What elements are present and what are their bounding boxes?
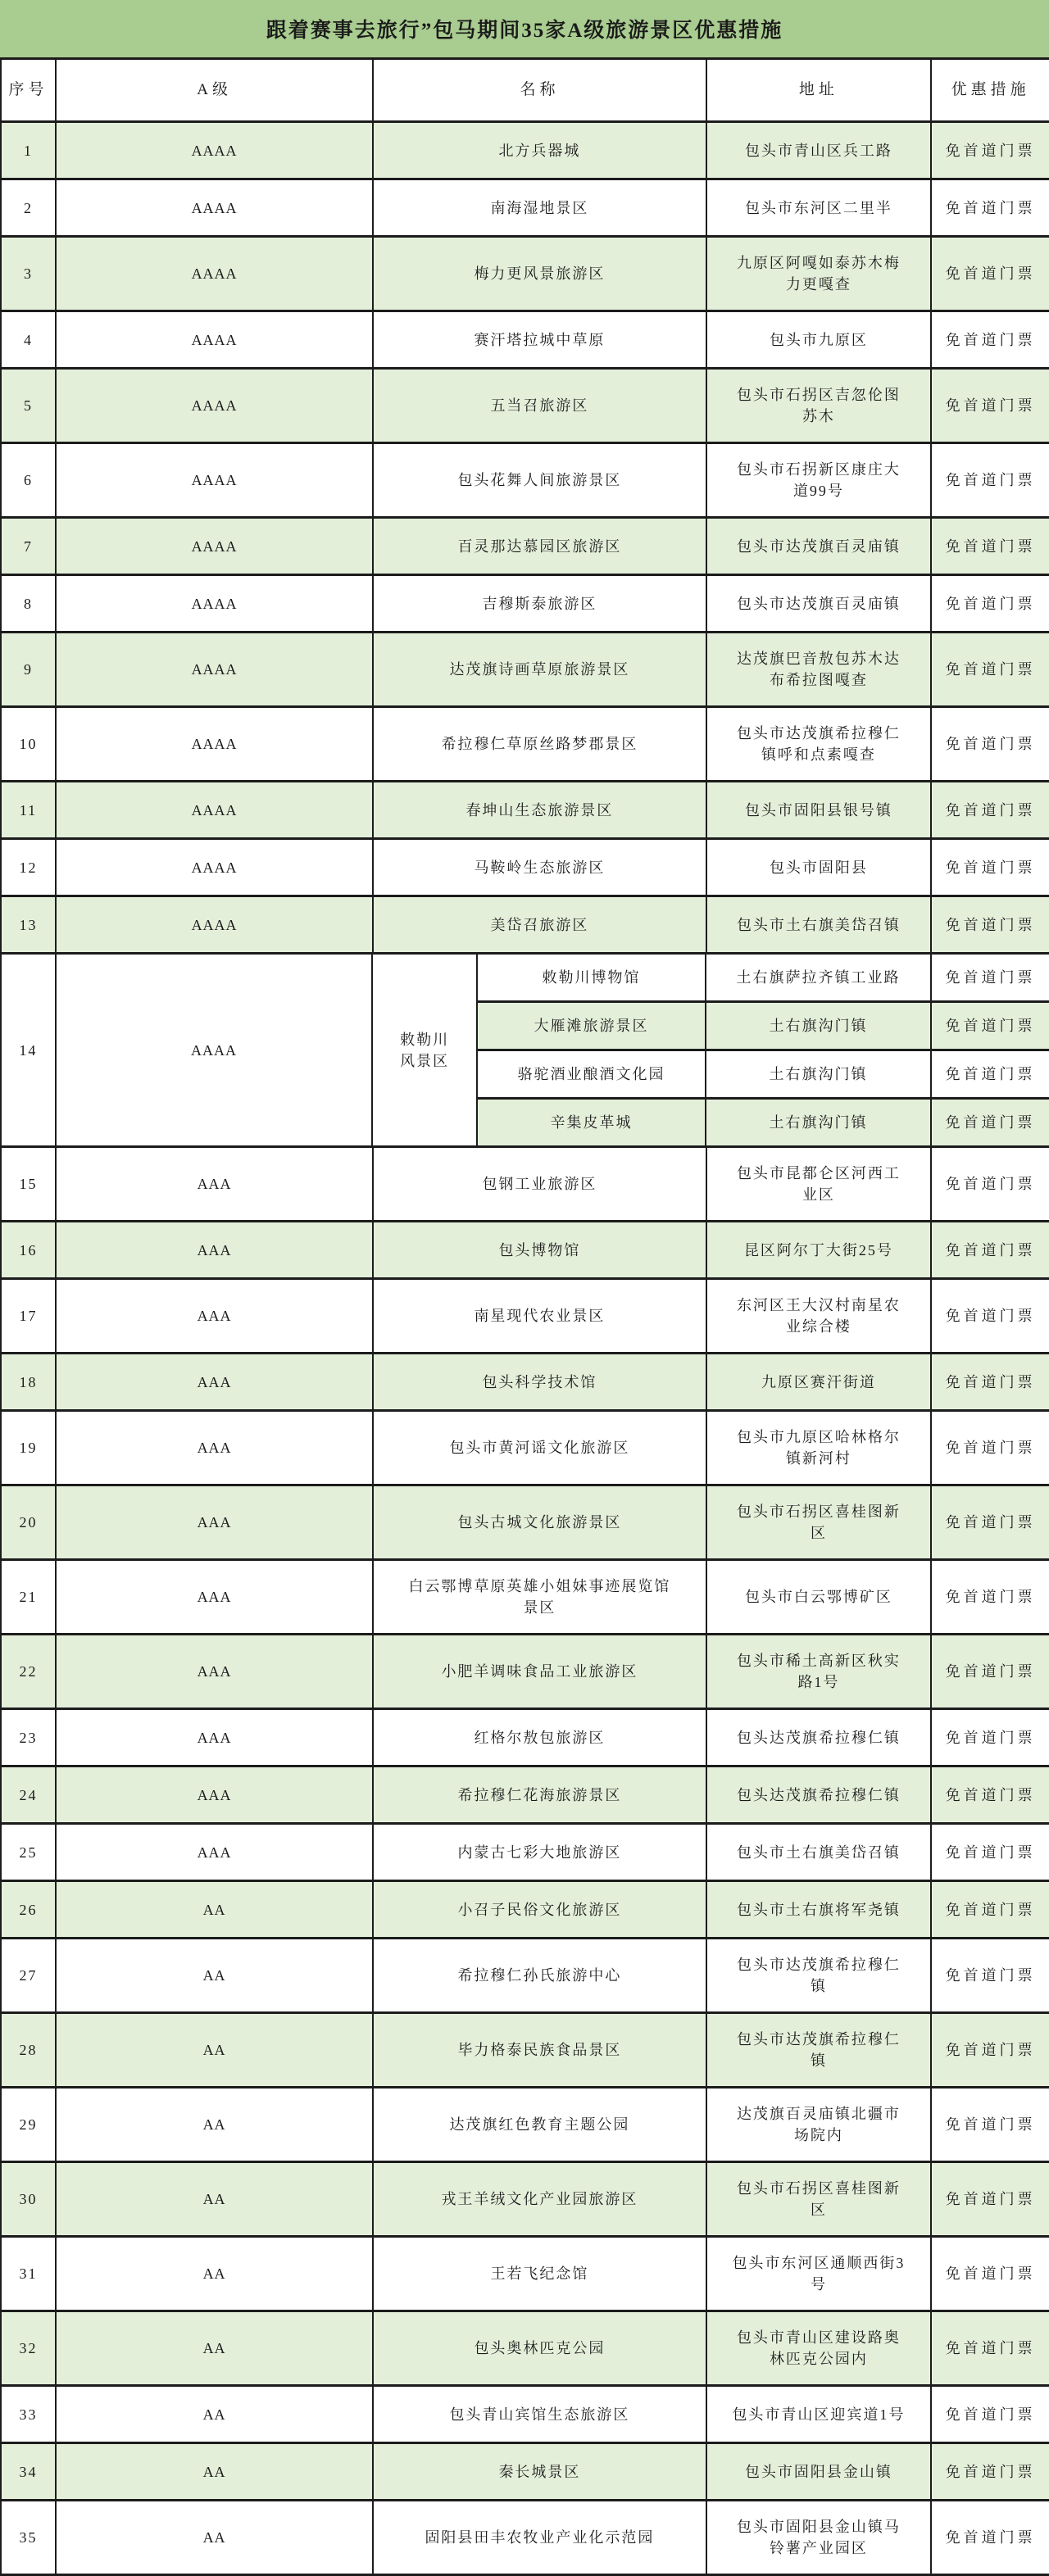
table-row-5 <box>0 370 1049 444</box>
cell-discount: 免首道门票 <box>945 916 1036 933</box>
cell-level: AAAA <box>57 708 374 780</box>
cell-address: 包头市白云鄂博矿区 <box>707 1561 933 1633</box>
cell-address: 包头市达茂旗希拉穆仁镇呼和点素嘎查 <box>707 708 933 780</box>
cell-discount: 免首道门票 <box>945 397 1036 414</box>
cell-discount: 免首道门票 <box>945 969 1036 986</box>
cell-discount: 免首道门票 <box>945 1440 1036 1456</box>
cell-name: 百灵那达慕园区旅游区 <box>374 519 706 574</box>
cell-address: 包头市青山区迎宾道1号 <box>707 2387 933 2442</box>
cell-no: 8 <box>2 576 57 631</box>
cell-no: 35 <box>2 2501 57 2574</box>
cell-level: AAAA <box>57 782 374 837</box>
cell-no: 4 <box>2 312 57 367</box>
cell-address: 土右旗沟门镇 <box>706 1051 932 1097</box>
cell-name: 毕力格泰民族食品景区 <box>374 2014 706 2086</box>
table-row-6 <box>0 444 1049 519</box>
cell-name: 梅力更风景旅游区 <box>374 238 706 310</box>
cell-name: 包头博物馆 <box>374 1222 706 1277</box>
cell-address: 包头市土右旗美岱召镇 <box>707 897 933 952</box>
cell-level: AAA <box>57 1354 374 1409</box>
cell-discount: 免首道门票 <box>945 265 1036 282</box>
cell-discount: 免首道门票 <box>945 1786 1036 1803</box>
cell-discount: 免首道门票 <box>945 859 1036 876</box>
table-row-23 <box>0 1710 1049 1767</box>
cell-no: 7 <box>2 519 57 574</box>
cell-level: AAA <box>57 1280 374 1352</box>
cell-address: 包头达茂旗希拉穆仁镇 <box>707 1710 933 1765</box>
cell-name: 内蒙古七彩大地旅游区 <box>374 1825 706 1880</box>
cell-no: 25 <box>2 1825 57 1880</box>
cell-level: AAA <box>57 1710 374 1765</box>
cell-discount: 免首道门票 <box>945 2529 1036 2546</box>
cell-address: 昆区阿尔丁大街25号 <box>707 1222 933 1277</box>
cell-address: 包头达茂旗希拉穆仁镇 <box>707 1767 933 1822</box>
sub-rows <box>478 955 1049 1145</box>
table-row-25 <box>0 1825 1049 1882</box>
cell-level: AAA <box>57 1635 374 1708</box>
cell-discount: 免首道门票 <box>945 1018 1036 1034</box>
cell-name: 马鞍岭生态旅游区 <box>374 840 706 895</box>
cell-level: AAAA <box>57 576 374 631</box>
cell-level: AA <box>57 2163 374 2235</box>
table-row-32 <box>0 2312 1049 2387</box>
cell-no: 24 <box>2 1767 57 1822</box>
cell-name: 骆驼酒业酿酒文化园 <box>478 1051 706 1097</box>
cell-no: 23 <box>2 1710 57 1765</box>
cell-level: AAA <box>57 1486 374 1558</box>
cell-name: 包钢工业旅游区 <box>374 1148 706 1220</box>
cell-name: 北方兵器城 <box>374 123 706 178</box>
cell-no: 18 <box>2 1354 57 1409</box>
cell-name: 赛汗塔拉城中草原 <box>374 312 706 367</box>
page-title: 跟着赛事去旅行”包马期间35家A级旅游景区优惠措施 <box>0 0 1049 57</box>
table-sub-row <box>478 1051 1049 1100</box>
cell-level: AAA <box>57 1412 374 1484</box>
cell-level: AA <box>57 2014 374 2086</box>
cell-name: 包头花舞人间旅游景区 <box>374 444 706 516</box>
cell-no: 19 <box>2 1412 57 1484</box>
cell-level: AAA <box>57 1767 374 1822</box>
cell-no: 11 <box>2 782 57 837</box>
cell-level: AAAA <box>57 370 374 442</box>
table-row-9 <box>0 633 1049 708</box>
cell-address: 包头市青山区兵工路 <box>707 123 933 178</box>
cell-level: AAAA <box>57 444 374 516</box>
cell-name: 固阳县田丰农牧业产业化示范园 <box>374 2501 706 2574</box>
cell-name: 秦长城景区 <box>374 2444 706 2499</box>
cell-discount: 免首道门票 <box>945 1176 1036 1192</box>
cell-level: AAAA <box>57 180 374 235</box>
cell-name: 包头古城文化旅游景区 <box>374 1486 706 1558</box>
cell-address: 包头市固阳县金山镇 <box>707 2444 933 2499</box>
cell-discount: 免首道门票 <box>945 1589 1036 1605</box>
table-row-18 <box>0 1354 1049 1412</box>
cell-discount: 免首道门票 <box>945 1114 1036 1131</box>
cell-no: 29 <box>2 2088 57 2161</box>
cell-no: 17 <box>2 1280 57 1352</box>
table-row-1 <box>0 123 1049 180</box>
cell-no: 34 <box>2 2444 57 2499</box>
cell-address: 包头市石拐区吉忽伦图苏木 <box>707 370 933 442</box>
table-row-15 <box>0 1148 1049 1222</box>
cell-no: 3 <box>2 238 57 310</box>
cell-discount: 免首道门票 <box>945 199 1036 216</box>
cell-level: AA <box>57 1939 374 2011</box>
cell-address: 包头市昆都仑区河西工业区 <box>707 1148 933 1220</box>
cell-discount: 免首道门票 <box>945 2265 1036 2282</box>
table-row-20 <box>0 1486 1049 1561</box>
cell-discount: 免首道门票 <box>945 1066 1036 1082</box>
cell-discount: 免首道门票 <box>945 2463 1036 2480</box>
cell-name: 辛集皮革城 <box>478 1100 706 1145</box>
cell-name: 大雁滩旅游景区 <box>478 1003 706 1049</box>
cell-address: 包头市九原区 <box>707 312 933 367</box>
header-address: 地址 <box>707 60 933 120</box>
cell-discount: 免首道门票 <box>945 2406 1036 2423</box>
cell-discount: 免首道门票 <box>945 1729 1036 1746</box>
cell-address: 包头市达茂旗希拉穆仁镇 <box>707 1939 933 2011</box>
cell-level: AAAA <box>57 840 374 895</box>
cell-name: 包头市黄河谣文化旅游区 <box>374 1412 706 1484</box>
cell-discount: 免首道门票 <box>945 661 1036 678</box>
cell-name: 希拉穆仁花海旅游景区 <box>374 1767 706 1822</box>
cell-no: 1 <box>2 123 57 178</box>
cell-address: 包头市石拐区喜桂图新区 <box>707 2163 933 2235</box>
cell-address: 包头市东河区二里半 <box>707 180 933 235</box>
table-row-26 <box>0 1882 1049 1939</box>
cell-no: 26 <box>2 1882 57 1937</box>
table-row-10 <box>0 708 1049 782</box>
cell-discount: 免首道门票 <box>945 736 1036 752</box>
cell-address: 达茂旗百灵庙镇北疆市场院内 <box>707 2088 933 2161</box>
table-row-4 <box>0 312 1049 370</box>
cell-level: AAAA <box>57 955 374 1145</box>
table-row-35 <box>0 2501 1049 2576</box>
header-name: 名称 <box>374 60 706 120</box>
cell-discount: 免首道门票 <box>945 801 1036 819</box>
table-row-27 <box>0 1939 1049 2014</box>
cell-no: 28 <box>2 2014 57 2086</box>
cell-address: 包头市东河区通顺西街3号 <box>707 2238 933 2310</box>
cell-address: 达茂旗巴音敖包苏木达布希拉图嘎查 <box>707 633 933 705</box>
cell-address: 土右旗沟门镇 <box>706 1100 932 1145</box>
cell-address: 东河区王大汉村南星农业综合楼 <box>707 1280 933 1352</box>
cell-level: AA <box>57 2387 374 2442</box>
cell-level: AAAA <box>57 633 374 705</box>
table-row-3 <box>0 238 1049 312</box>
cell-no: 9 <box>2 633 57 705</box>
cell-level: AAA <box>57 1561 374 1633</box>
table-row-7 <box>0 519 1049 576</box>
cell-no: 27 <box>2 1939 57 2011</box>
header-level: A级 <box>57 60 374 120</box>
cell-discount: 免首道门票 <box>945 1241 1036 1259</box>
cell-address: 包头市土右旗将军尧镇 <box>707 1882 933 1937</box>
cell-name: 戎王羊绒文化产业园旅游区 <box>374 2163 706 2235</box>
cell-address: 包头市稀土高新区秋实路1号 <box>707 1635 933 1708</box>
cell-no: 22 <box>2 1635 57 1708</box>
cell-discount: 免首道门票 <box>945 2191 1036 2207</box>
cell-discount: 免首道门票 <box>945 595 1036 612</box>
cell-name: 小肥羊调味食品工业旅游区 <box>374 1635 706 1708</box>
table-header <box>0 57 1049 123</box>
cell-no: 31 <box>2 2238 57 2310</box>
table-row-33 <box>0 2387 1049 2444</box>
table-sub-row <box>478 1003 1049 1051</box>
cell-level: AAAA <box>57 238 374 310</box>
cell-address: 土右旗沟门镇 <box>706 1003 932 1049</box>
cell-discount: 免首道门票 <box>945 1373 1036 1390</box>
cell-name: 南星现代农业景区 <box>374 1280 706 1352</box>
cell-name: 吉穆斯泰旅游区 <box>374 576 706 631</box>
cell-no: 16 <box>2 1222 57 1277</box>
table-row-2 <box>0 180 1049 238</box>
cell-address: 包头市九原区哈林格尔镇新河村 <box>707 1412 933 1484</box>
cell-discount: 免首道门票 <box>945 2116 1036 2133</box>
cell-name: 小召子民俗文化旅游区 <box>374 1882 706 1937</box>
cell-level: AA <box>57 2088 374 2161</box>
table-row-19 <box>0 1412 1049 1486</box>
table-row-24 <box>0 1767 1049 1825</box>
cell-no: 20 <box>2 1486 57 1558</box>
cell-name: 敕勒川博物馆 <box>478 955 706 1000</box>
cell-group-name: 敕勒川风景区 <box>373 955 478 1145</box>
cell-no: 15 <box>2 1148 57 1220</box>
cell-address: 包头市固阳县 <box>707 840 933 895</box>
cell-level: AAAA <box>57 123 374 178</box>
cell-name: 希拉穆仁草原丝路梦郡景区 <box>374 708 706 780</box>
cell-level: AA <box>57 1882 374 1937</box>
cell-name: 达茂旗红色教育主题公园 <box>374 2088 706 2161</box>
cell-discount: 免首道门票 <box>945 472 1036 488</box>
cell-no: 32 <box>2 2312 57 2384</box>
cell-discount: 免首道门票 <box>945 1514 1036 1531</box>
cell-level: AAAA <box>57 897 374 952</box>
cell-no: 10 <box>2 708 57 780</box>
cell-discount: 免首道门票 <box>945 1844 1036 1861</box>
cell-level: AAAA <box>57 312 374 367</box>
cell-address: 包头市达茂旗百灵庙镇 <box>707 576 933 631</box>
cell-name: 王若飞纪念馆 <box>374 2238 706 2310</box>
header-no: 序号 <box>2 60 57 120</box>
table-row-14 <box>0 955 1049 1148</box>
cell-discount: 免首道门票 <box>945 537 1036 555</box>
cell-address: 九原区阿嘎如泰苏木梅力更嘎查 <box>707 238 933 310</box>
cell-address: 包头市土右旗美岱召镇 <box>707 1825 933 1880</box>
cell-name: 春坤山生态旅游景区 <box>374 782 706 837</box>
table-body <box>0 123 1049 2576</box>
cell-discount: 免首道门票 <box>945 2340 1036 2356</box>
table-row-11 <box>0 782 1049 840</box>
table-sub-row <box>478 955 1049 1003</box>
cell-address: 包头市青山区建设路奥林匹克公园内 <box>707 2312 933 2384</box>
cell-name: 希拉穆仁孙氏旅游中心 <box>374 1939 706 2011</box>
cell-level: AA <box>57 2312 374 2384</box>
cell-no: 13 <box>2 897 57 952</box>
cell-address: 包头市达茂旗希拉穆仁镇 <box>707 2014 933 2086</box>
table-row-30 <box>0 2163 1049 2238</box>
cell-address: 九原区赛汗街道 <box>707 1354 933 1409</box>
cell-discount: 免首道门票 <box>945 331 1036 348</box>
cell-discount: 免首道门票 <box>945 142 1036 159</box>
table-row-17 <box>0 1280 1049 1354</box>
cell-no: 21 <box>2 1561 57 1633</box>
table-row-13 <box>0 897 1049 955</box>
cell-address: 包头市固阳县金山镇马铃薯产业园区 <box>707 2501 933 2574</box>
table-row-21 <box>0 1561 1049 1635</box>
cell-address: 包头市固阳县银号镇 <box>707 782 933 837</box>
cell-address: 包头市石拐区喜桂图新区 <box>707 1486 933 1558</box>
cell-level: AA <box>57 2238 374 2310</box>
cell-name: 包头青山宾馆生态旅游区 <box>374 2387 706 2442</box>
table-row-8 <box>0 576 1049 633</box>
table-row-31 <box>0 2238 1049 2312</box>
cell-no: 6 <box>2 444 57 516</box>
cell-name: 包头奥林匹克公园 <box>374 2312 706 2384</box>
table-row-16 <box>0 1222 1049 1280</box>
cell-no: 12 <box>2 840 57 895</box>
cell-discount: 免首道门票 <box>945 1308 1036 1324</box>
cell-name: 美岱召旅游区 <box>374 897 706 952</box>
cell-discount: 免首道门票 <box>945 1901 1036 1918</box>
cell-discount: 免首道门票 <box>945 2042 1036 2058</box>
cell-name: 白云鄂博草原英雄小姐妹事迹展览馆景区 <box>374 1561 706 1633</box>
cell-name: 包头科学技术馆 <box>374 1354 706 1409</box>
cell-level: AA <box>57 2501 374 2574</box>
cell-discount: 免首道门票 <box>945 1967 1036 1984</box>
cell-address: 包头市石拐新区康庄大道99号 <box>707 444 933 516</box>
cell-level: AAAA <box>57 519 374 574</box>
cell-no: 2 <box>2 180 57 235</box>
cell-no: 14 <box>2 955 57 1145</box>
cell-name: 达茂旗诗画草原旅游景区 <box>374 633 706 705</box>
cell-no: 30 <box>2 2163 57 2235</box>
cell-no: 33 <box>2 2387 57 2442</box>
cell-name: 五当召旅游区 <box>374 370 706 442</box>
cell-level: AAA <box>57 1222 374 1277</box>
table-sub-row <box>478 1100 1049 1145</box>
cell-address: 土右旗萨拉齐镇工业路 <box>706 955 932 1000</box>
cell-no: 5 <box>2 370 57 442</box>
cell-name: 南海湿地景区 <box>374 180 706 235</box>
cell-level: AAA <box>57 1825 374 1880</box>
cell-address: 包头市达茂旗百灵庙镇 <box>707 519 933 574</box>
cell-name: 红格尔敖包旅游区 <box>374 1710 706 1765</box>
table-row-28 <box>0 2014 1049 2088</box>
cell-level: AAA <box>57 1148 374 1220</box>
table-row-12 <box>0 840 1049 897</box>
cell-level: AA <box>57 2444 374 2499</box>
table-row-34 <box>0 2444 1049 2501</box>
table-row-29 <box>0 2088 1049 2163</box>
table-row-22 <box>0 1635 1049 1710</box>
header-discount: 优惠措施 <box>951 81 1030 98</box>
cell-discount: 免首道门票 <box>945 1663 1036 1680</box>
